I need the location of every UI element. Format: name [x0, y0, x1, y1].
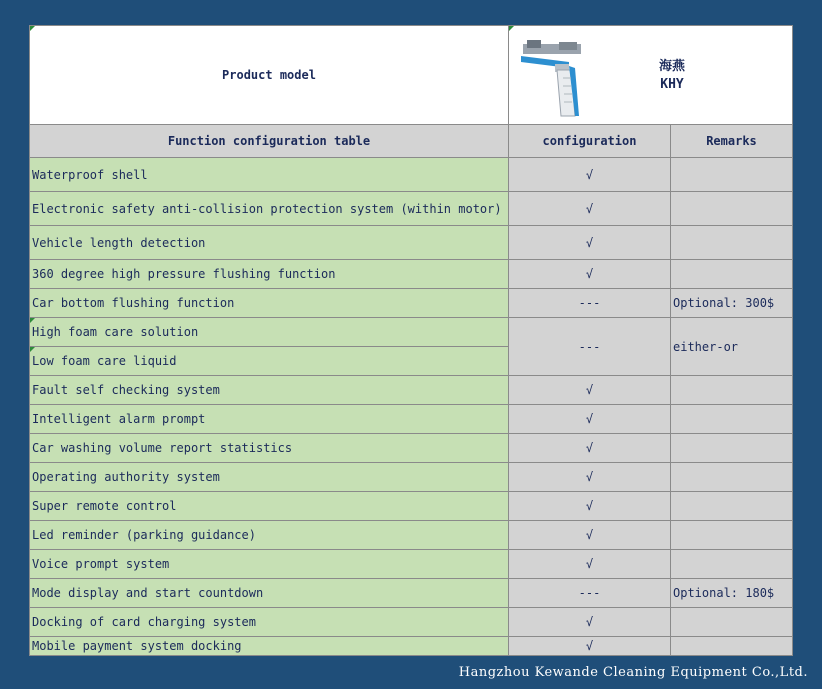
config-cell: √: [509, 405, 671, 434]
config-cell: √: [509, 158, 671, 192]
remark-cell: Optional: 180$: [671, 579, 793, 608]
feature-cell: Waterproof shell: [30, 158, 509, 192]
remark-cell: [671, 521, 793, 550]
table-row: [30, 463, 793, 492]
config-cell: √: [509, 376, 671, 405]
product-name-cn: 海燕: [659, 59, 686, 74]
remark-cell: Optional: 300$: [671, 289, 793, 318]
config-cell: √: [509, 434, 671, 463]
feature-cell: Docking of card charging system: [30, 608, 509, 637]
config-cell: ---: [509, 289, 671, 318]
config-cell: √: [509, 521, 671, 550]
product-code: KHY: [660, 77, 684, 92]
product-model-label: Product model: [30, 26, 509, 125]
table-row: [30, 289, 793, 318]
company-footer: Hangzhou Kewande Cleaning Equipment Co.,Ltd.: [458, 665, 808, 680]
feature-cell: Intelligent alarm prompt: [30, 405, 509, 434]
table-row: [30, 226, 793, 260]
product-cell: [509, 26, 793, 125]
feature-cell: Mode display and start countdown: [30, 579, 509, 608]
configuration-column-header: configuration: [509, 125, 671, 158]
remark-cell: [671, 608, 793, 637]
feature-cell: Electronic safety anti-collision protection system (within motor): [30, 192, 509, 226]
feature-cell: Vehicle length detection: [30, 226, 509, 260]
remark-cell: [671, 158, 793, 192]
config-cell: √: [509, 608, 671, 637]
config-cell: √: [509, 463, 671, 492]
config-cell: √: [509, 226, 671, 260]
remark-cell: [671, 550, 793, 579]
remark-cell: [671, 192, 793, 226]
config-cell: ---: [509, 318, 671, 376]
feature-cell: Led reminder (parking guidance): [30, 521, 509, 550]
feature-cell: Low foam care liquid: [30, 347, 509, 376]
remark-cell: either-or: [671, 318, 793, 376]
function-column-header: Function configuration table: [30, 125, 509, 158]
config-cell: √: [509, 260, 671, 289]
table-row: [30, 637, 793, 656]
table-row: [30, 521, 793, 550]
table-row: [30, 318, 793, 347]
table-row: [30, 492, 793, 521]
feature-cell: Operating authority system: [30, 463, 509, 492]
product-name: [659, 58, 685, 94]
table-row: [30, 158, 793, 192]
table-row: [30, 579, 793, 608]
config-cell: ---: [509, 579, 671, 608]
config-cell: √: [509, 550, 671, 579]
feature-cell: Super remote control: [30, 492, 509, 521]
feature-cell: Car bottom flushing function: [30, 289, 509, 318]
table-row: [30, 376, 793, 405]
table-row: [30, 260, 793, 289]
feature-cell: Car washing volume report statistics: [30, 434, 509, 463]
config-cell: √: [509, 192, 671, 226]
remark-cell: [671, 637, 793, 656]
remark-cell: [671, 376, 793, 405]
table-row: [30, 434, 793, 463]
config-cell: √: [509, 637, 671, 656]
feature-cell: Mobile payment system docking: [30, 637, 509, 656]
feature-cell: High foam care solution: [30, 318, 509, 347]
remark-cell: [671, 260, 793, 289]
table-row: [30, 192, 793, 226]
configuration-table: [29, 25, 793, 656]
remark-cell: [671, 463, 793, 492]
remark-cell: [671, 492, 793, 521]
config-cell: √: [509, 492, 671, 521]
table-row: [30, 405, 793, 434]
remark-cell: [671, 226, 793, 260]
feature-cell: Voice prompt system: [30, 550, 509, 579]
feature-cell: 360 degree high pressure flushing function: [30, 260, 509, 289]
feature-cell: Fault self checking system: [30, 376, 509, 405]
remark-cell: [671, 405, 793, 434]
remarks-column-header: Remarks: [671, 125, 793, 158]
table-row: [30, 550, 793, 579]
remark-cell: [671, 434, 793, 463]
car-wash-machine-image: [519, 38, 599, 118]
table-row: [30, 608, 793, 637]
